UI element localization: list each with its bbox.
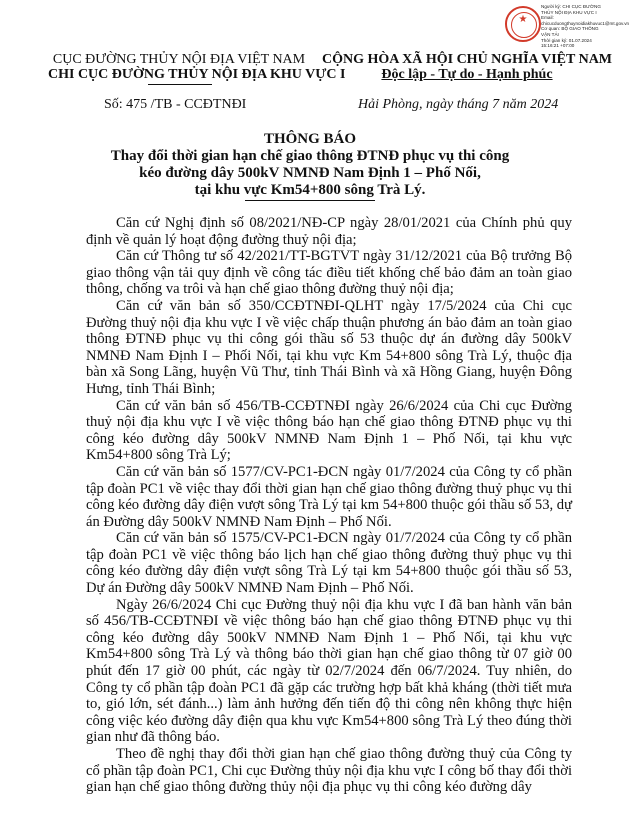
paragraph: Căn cứ văn bản số 1575/CV-PC1-ĐCN ngày 01/7/2024 của Công ty cổ phần tập đoàn PC1 về việc thông báo lịch hạn chế giao thông đường thuỷ phục vụ thi công kéo đường dây điện vượt sông Trà Lý tại km 54+800 thuộc gói thầu số 53, Dự án Đường dây 500kV NMNĐ Nam Định – Phố Nối. <box>86 530 572 597</box>
document-subject: kéo đường dây 500kV NMNĐ Nam Định 1 – Phố Nối, <box>139 165 481 181</box>
document-body <box>86 215 572 796</box>
agency-underline <box>148 84 212 85</box>
signature-line: Người ký: CHI CỤC ĐƯỜNG <box>541 4 601 9</box>
paragraph: Căn cứ Nghị định số 08/2021/NĐ-CP ngày 28/01/2021 của Chính phủ quy định về quản lý hoạt động đường thuỷ nội địa; <box>86 215 572 248</box>
paragraph: Theo đề nghị thay đổi thời gian hạn chế giao thông đường thuỷ của Công ty cổ phần tập đoàn PC1, Chi cục Đường thủy nội địa khu vực I công bố thay đổi thời gian hạn chế giao thông đường thủy nội địa phục vụ thi công kéo đường dây <box>86 746 572 796</box>
paragraph: Căn cứ văn bản số 456/TB-CCĐTNĐI ngày 26/6/2024 của Chi cục Đường thuỷ nội địa khu vực I về việc thông báo hạn chế giao thông ĐTNĐ phục vụ thi công kéo đường dây 500kV NMNĐ Nam Định 1 – Phố Nối, tại khu vực Km54+800 sông Trà Lý; <box>86 397 572 464</box>
signature-line: Cơ quan: BỘ GIAO THÔNG <box>541 26 599 32</box>
signature-line: VẬN TẢI <box>541 31 559 37</box>
title-underline <box>245 200 375 201</box>
digital-signature <box>541 4 629 49</box>
official-seal <box>505 6 541 42</box>
paragraph: Căn cứ Thông tư số 42/2021/TT-BGTVT ngày 31/12/2021 của Bộ trưởng Bộ giao thông vận tải quy định về công tác điều tiết khống chế bảo đảm an toàn giao thông, chống va trôi và hạn chế giao thông đường thuỷ nội địa; <box>86 248 572 298</box>
document-subject: Thay đổi thời gian hạn chế giao thông ĐTNĐ phục vụ thi công <box>110 148 510 164</box>
agency-name: CHI CỤC ĐƯỜNG THỦY NỘI ĐỊA KHU VỰC I <box>48 67 346 82</box>
paragraph: Căn cứ văn bản số 350/CCĐTNĐI-QLHT ngày 17/5/2024 của Chi cục Đường thuỷ nội địa khu vực I về việc chấp thuận phương án bảo đảm an toàn giao thông ĐTNĐ phục vụ thi công gói thầu số 53 thuộc dự án đường dây 500kV NMNĐ Nam Định I – Phối Nối, tại khu vực Km 54+800 sông Trà Lý, thuộc địa bàn xã Song Lãng, huyện Vũ Thư, tỉnh Thái Bình và xã Hồng Giang, huyện Đông Hưng, tỉnh Thái Bình; <box>86 297 572 397</box>
signature-line: Email: <box>541 15 554 21</box>
document-subject: tại khu vực Km54+800 sông Trà Lý. <box>194 182 426 198</box>
signature-line: chicucduongthuynoidiakhuvuc1@mt.gov.vn <box>541 20 629 26</box>
paragraph: Căn cứ văn bản số 1577/CV-PC1-ĐCN ngày 01/7/2024 của Công ty cổ phần tập đoàn PC1 về việc thay đổi thời gian hạn chế giao thông đường thuỷ phục vụ thi công kéo đường dây điện vượt sông Trà Lý tại km 54+800 thuộc gói thầu số 53, dự án Đường dây 500kV NMNĐ Nam Định – Phố Nối. <box>86 463 572 530</box>
signature-line: THỦY NỘI ĐỊA KHU VỰC I <box>541 9 597 15</box>
agency-parent: CỤC ĐƯỜNG THỦY NỘI ĐỊA VIỆT NAM <box>52 52 306 67</box>
place-date: Hải Phòng, ngày tháng 7 năm 2024 <box>358 97 559 112</box>
document-number: Số: 475 /TB - CCĐTNĐI <box>104 97 247 112</box>
paragraph: Ngày 26/6/2024 Chi cục Đường thuỷ nội địa khu vực I đã ban hành văn bản số 456/TB-CCĐTNĐI về việc thông báo hạn chế giao thông ĐTNĐ phục vụ thi công kéo đường dây 500kV NMNĐ Nam Định 1 – Phố Nối, tại khu vực Km54+800 sông Trà Lý và thông báo thời gian hạn chế giao thông từ 07 giờ 00 phút đến 17 giờ 00 phút, các ngày từ 02/7/2024 đến 06/7/2024. Tuy nhiên, do Công ty cổ phần tập đoàn PC1 đã gặp các trường hợp bất khả kháng (thời tiết mưa to, gió lớn, sét đánh...) làm ảnh hưởng đến tiến độ thi công nên không thực hiện công việc kéo đường dây điện qua khu vực Km54+800 sông Trà Lý theo đúng thời gian như đã thông báo. <box>86 596 572 746</box>
document-heading: THÔNG BÁO <box>263 131 357 147</box>
country-name: CỘNG HÒA XÃ HỘI CHỦ NGHĨA VIỆT NAM <box>322 52 613 67</box>
national-motto: Độc lập - Tự do - Hạnh phúc <box>381 67 553 82</box>
seal-star-icon: ★ <box>518 14 528 25</box>
signature-line: Thời gian ký: 01.07.2024 <box>541 37 592 43</box>
signature-line: 15:16:21 +07:00 <box>541 43 575 49</box>
